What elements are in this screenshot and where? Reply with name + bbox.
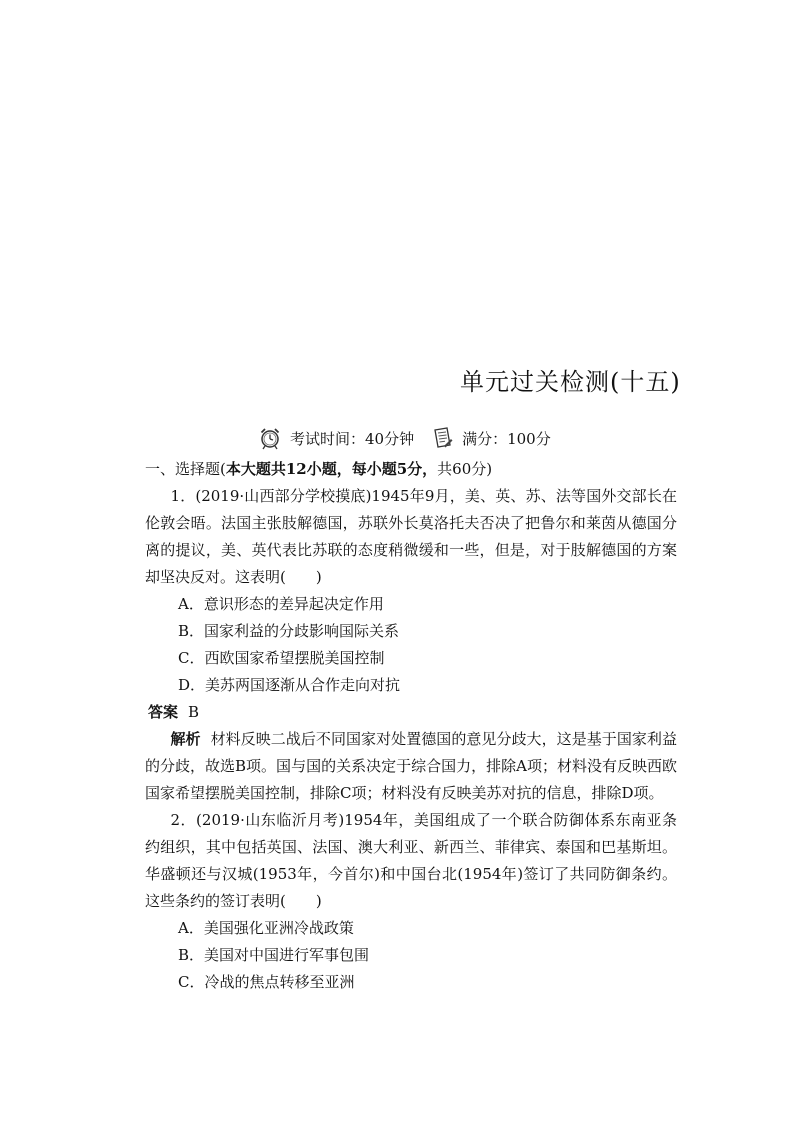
exam-info bbox=[258, 424, 551, 452]
answer-value: B bbox=[188, 703, 200, 721]
exam-paper-icon bbox=[430, 426, 454, 450]
section-heading: 一、选择题(本大题共12小题，每小题5分，共60分) bbox=[145, 460, 493, 478]
analysis-text: 材料反映二战后不同国家对处置德国的意见分歧大，这是基于国家利益的分歧，故选B项。国与国的关系决定于综合国力，排除A项；材料没有反映西欧国家希望摆脱美国控制，排除C项；材料没有反映美苏对抗的信息，排除D项。 bbox=[145, 730, 677, 802]
question-2 bbox=[145, 807, 677, 996]
option-b: B．美国对中国进行军事包围 bbox=[178, 946, 370, 964]
answer-label: 答案 bbox=[148, 703, 179, 721]
option-c: C．冷战的焦点转移至亚洲 bbox=[178, 973, 355, 991]
alarm-clock-icon bbox=[258, 426, 282, 450]
analysis-label: 解析 bbox=[170, 730, 201, 748]
option-a: A．美国强化亚洲冷战政策 bbox=[178, 919, 354, 937]
exam-content bbox=[145, 456, 677, 996]
option-d: D．美苏两国逐渐从合作走向对抗 bbox=[178, 676, 401, 694]
analysis-paragraph bbox=[145, 726, 677, 807]
question-stem: 2．(2019·山东临沂月考)1954年，美国组成了一个联合防御体系东南亚条约组织，其中包括英国、法国、澳大利亚、新西兰、菲律宾、泰国和巴基斯坦。华盛顿还与汉城(1953年，今首尔)和中国台北(1954年)签订了共同防御条约。这些条约的签订表明( ) bbox=[145, 811, 677, 910]
exam-time: 考试时间：40分钟 bbox=[290, 429, 415, 448]
option-c: C．西欧国家希望摆脱美国控制 bbox=[178, 649, 385, 667]
page-title: 单元过关检测(十五) bbox=[460, 368, 681, 396]
option-a: A．意识形态的差异起决定作用 bbox=[178, 595, 384, 613]
answer-line bbox=[145, 699, 677, 726]
option-b: B．国家利益的分歧影响国际关系 bbox=[178, 622, 400, 640]
question-1 bbox=[145, 483, 677, 807]
question-stem: 1．(2019·山西部分学校摸底)1945年9月，美、英、苏、法等国外交部长在伦敦会晤。法国主张肢解德国，苏联外长莫洛托夫否决了把鲁尔和莱茵从德国分离的提议，美、英代表比苏联的态度稍微缓和一些，但是，对于肢解德国的方案却坚决反对。这表明( ) bbox=[145, 487, 677, 586]
full-score: 满分：100分 bbox=[462, 429, 551, 448]
